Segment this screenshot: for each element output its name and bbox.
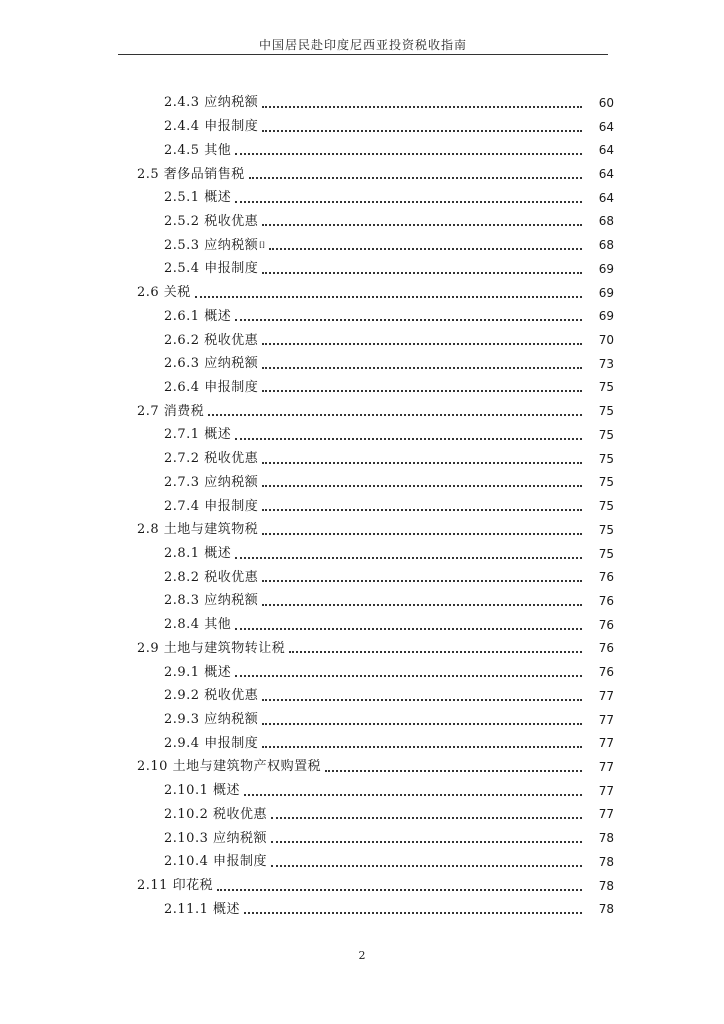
toc-entry[interactable] <box>0 897 724 921</box>
toc-entry-page: 75 <box>598 522 614 537</box>
toc-entry-label: 2.7 消费税 <box>137 403 205 419</box>
dot-leader <box>271 865 582 867</box>
toc-entry-label: 2.8.4 其他 <box>164 617 232 633</box>
toc-entry[interactable] <box>0 352 724 376</box>
table-of-contents <box>0 91 724 921</box>
toc-entry[interactable] <box>0 731 724 755</box>
toc-entry-label: 2.4.4 申报制度 <box>164 119 259 135</box>
toc-entry-label: 2.10.1 概述 <box>164 783 240 799</box>
toc-entry[interactable] <box>0 589 724 613</box>
toc-entry[interactable] <box>0 423 724 447</box>
toc-entry[interactable] <box>0 708 724 732</box>
toc-entry-page: 64 <box>598 190 614 205</box>
toc-entry-label: 2.8.3 应纳税额 <box>164 593 259 609</box>
toc-entry-label: 2.7.1 概述 <box>164 427 232 443</box>
toc-entry[interactable] <box>0 257 724 281</box>
dot-leader <box>262 343 582 345</box>
dot-leader <box>262 580 582 582</box>
dot-leader <box>262 390 582 392</box>
toc-entry-page: 69 <box>598 261 614 276</box>
toc-entry[interactable] <box>0 138 724 162</box>
toc-entry[interactable] <box>0 186 724 210</box>
toc-entry-label: 2.5.1 概述 <box>164 190 232 206</box>
toc-entry[interactable] <box>0 637 724 661</box>
toc-entry[interactable] <box>0 91 724 115</box>
toc-entry-page: 70 <box>598 333 614 348</box>
toc-entry-page: 68 <box>598 214 614 229</box>
toc-entry-label: 2.10 土地与建筑物产权购置税 <box>137 759 322 775</box>
toc-entry-label: 2.9.1 概述 <box>164 664 232 680</box>
toc-entry-label: 2.7.2 税收优惠 <box>164 451 259 467</box>
running-header: 中国居民赴印度尼西亚投资税收指南 <box>258 38 467 52</box>
toc-entry-page: 77 <box>598 712 614 727</box>
toc-entry-label: 2.5.4 申报制度 <box>164 261 259 277</box>
toc-entry-page: 69 <box>598 309 614 324</box>
footnote-marker: [] <box>259 240 265 249</box>
toc-entry-page: 75 <box>598 380 614 395</box>
toc-entry-label: 2.6.3 应纳税额 <box>164 356 259 372</box>
toc-entry-label: 2.7.3 应纳税额 <box>164 474 259 490</box>
toc-entry-page: 75 <box>598 404 614 419</box>
toc-entry-label: 2.7.4 申报制度 <box>164 498 259 514</box>
toc-entry[interactable] <box>0 542 724 566</box>
toc-entry-label: 2.9.4 申报制度 <box>164 735 259 751</box>
toc-entry-label: 2.11 印花税 <box>137 878 214 894</box>
dot-leader <box>244 794 582 796</box>
toc-entry-page: 64 <box>598 167 614 182</box>
toc-entry[interactable] <box>0 399 724 423</box>
toc-entry-label: 2.9.3 应纳税额 <box>164 712 259 728</box>
toc-entry[interactable] <box>0 684 724 708</box>
toc-entry[interactable] <box>0 328 724 352</box>
dot-leader <box>262 723 582 725</box>
toc-entry[interactable] <box>0 565 724 589</box>
dot-leader <box>262 699 582 701</box>
toc-entry-label: 2.4.5 其他 <box>164 142 232 158</box>
toc-entry-page: 76 <box>598 617 614 632</box>
toc-entry-label: 2.8 土地与建筑物税 <box>137 522 259 538</box>
toc-entry[interactable] <box>0 826 724 850</box>
toc-entry[interactable] <box>0 613 724 637</box>
dot-leader <box>235 201 582 203</box>
toc-entry-page: 75 <box>598 427 614 442</box>
toc-entry-page: 64 <box>598 119 614 134</box>
toc-entry[interactable] <box>0 281 724 305</box>
toc-entry-page: 75 <box>598 451 614 466</box>
dot-leader <box>262 272 582 274</box>
toc-entry-page: 75 <box>598 499 614 514</box>
dot-leader <box>262 106 582 108</box>
toc-entry-page: 69 <box>598 285 614 300</box>
toc-entry-page: 76 <box>598 665 614 680</box>
dot-leader <box>262 130 582 132</box>
dot-leader <box>262 224 582 226</box>
toc-entry[interactable] <box>0 115 724 139</box>
toc-entry-label: 2.6.1 概述 <box>164 308 232 324</box>
toc-entry-page: 77 <box>598 807 614 822</box>
toc-entry-page: 76 <box>598 593 614 608</box>
dot-leader <box>262 604 582 606</box>
toc-entry-page: 75 <box>598 475 614 490</box>
toc-entry-page: 78 <box>598 902 614 917</box>
toc-entry[interactable] <box>0 304 724 328</box>
toc-entry-page: 77 <box>598 688 614 703</box>
toc-entry[interactable] <box>0 376 724 400</box>
dot-leader <box>262 462 582 464</box>
dot-leader <box>262 509 582 511</box>
dot-leader <box>208 414 582 416</box>
toc-entry-label: 2.6.2 税收优惠 <box>164 332 259 348</box>
toc-entry-page: 78 <box>598 854 614 869</box>
dot-leader <box>325 770 582 772</box>
toc-entry-label: 2.5.3 应纳税额 <box>164 237 259 253</box>
toc-entry-page: 75 <box>598 546 614 561</box>
toc-entry-page: 77 <box>598 783 614 798</box>
toc-entry-page: 77 <box>598 759 614 774</box>
toc-entry-label: 2.9 土地与建筑物转让税 <box>137 640 286 656</box>
toc-entry[interactable] <box>0 233 724 257</box>
toc-entry[interactable] <box>0 803 724 827</box>
toc-entry-page: 77 <box>598 736 614 751</box>
toc-entry-label: 2.8.2 税收优惠 <box>164 569 259 585</box>
dot-leader <box>235 319 582 321</box>
toc-entry-page: 76 <box>598 570 614 585</box>
toc-entry[interactable] <box>0 162 724 186</box>
dot-leader <box>195 296 582 298</box>
toc-entry[interactable] <box>0 518 724 542</box>
toc-entry-label: 2.10.4 申报制度 <box>164 854 267 870</box>
toc-entry[interactable] <box>0 471 724 495</box>
toc-entry-label: 2.11.1 概述 <box>164 901 240 917</box>
toc-entry-page: 78 <box>598 831 614 846</box>
toc-entry-label: 2.4.3 应纳税额 <box>164 95 259 111</box>
toc-entry-label: 2.10.3 应纳税额 <box>164 830 267 846</box>
toc-entry[interactable] <box>0 850 724 874</box>
toc-entry-page: 73 <box>598 356 614 371</box>
toc-entry-label: 2.6.4 申报制度 <box>164 379 259 395</box>
page-number: 2 <box>358 949 366 962</box>
dot-leader <box>235 675 582 677</box>
toc-entry-page: 60 <box>598 95 614 110</box>
dot-leader <box>262 533 582 535</box>
toc-entry[interactable] <box>0 660 724 684</box>
toc-entry[interactable] <box>0 447 724 471</box>
dot-leader <box>249 177 582 179</box>
dot-leader <box>271 817 582 819</box>
toc-entry-label: 2.5 奢侈品销售税 <box>137 166 245 182</box>
toc-entry-page: 64 <box>598 143 614 158</box>
toc-entry-label: 2.10.2 税收优惠 <box>164 806 267 822</box>
toc-entry-page: 76 <box>598 641 614 656</box>
toc-entry[interactable] <box>0 494 724 518</box>
dot-leader <box>262 367 582 369</box>
toc-entry[interactable] <box>0 779 724 803</box>
toc-entry-label: 2.8.1 概述 <box>164 546 232 562</box>
dot-leader <box>235 557 582 559</box>
dot-leader <box>262 485 582 487</box>
toc-entry-label: 2.5.2 税收优惠 <box>164 213 259 229</box>
dot-leader <box>262 746 582 748</box>
dot-leader <box>271 841 582 843</box>
dot-leader <box>235 153 582 155</box>
toc-entry-label: 2.6 关税 <box>137 285 191 301</box>
toc-entry[interactable] <box>0 874 724 898</box>
toc-entry[interactable] <box>0 210 724 234</box>
dot-leader <box>289 651 582 653</box>
dot-leader <box>235 438 582 440</box>
dot-leader <box>217 889 582 891</box>
toc-entry[interactable] <box>0 755 724 779</box>
dot-leader <box>269 248 582 250</box>
toc-entry-page: 68 <box>598 238 614 253</box>
toc-entry-label: 2.9.2 税收优惠 <box>164 688 259 704</box>
dot-leader <box>235 628 582 630</box>
dot-leader <box>244 912 582 914</box>
header-rule <box>118 54 608 55</box>
toc-entry-page: 78 <box>598 878 614 893</box>
